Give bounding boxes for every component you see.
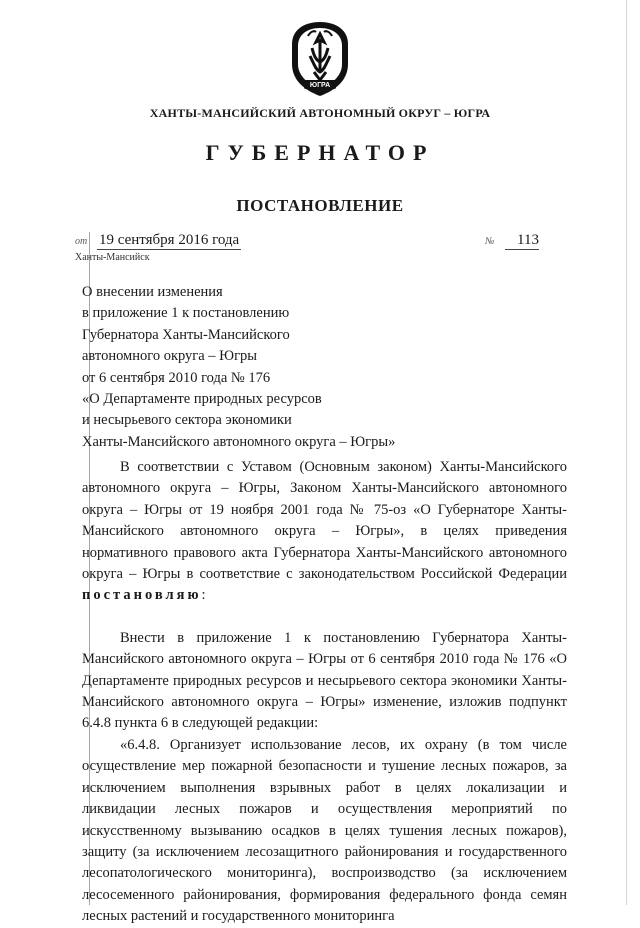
issue-city: Ханты-Мансийск xyxy=(75,252,150,263)
emblem-caption: ЮГРА xyxy=(309,82,331,89)
number-prefix: № xyxy=(485,236,495,247)
decree-keyword: постановляю xyxy=(82,587,202,604)
preamble-colon: : xyxy=(201,587,206,604)
title-line: Губернатора Ханты-Мансийского xyxy=(82,326,290,343)
document-date: 19 сентября 2016 года xyxy=(99,232,240,248)
preamble-text: В соответствии с Уставом (Основным законом) Ханты-Мансийского автономного округа – Югры, Законом Ханты-Мансийского автономного округа – Югры от 19 ноября 2001 года № 75-оз «О Губернаторе Ханты-Мансийского автономного округа – Югры», в целях приведения нормативного правового акта Губернатора Ханты-Мансийского автономного округа – Югры в соответствие с законодательством Российской Федерации xyxy=(82,459,567,583)
title-line: в приложение 1 к постановлению xyxy=(82,305,290,322)
region-name: ХАНТЫ-МАНСИЙСКИЙ АВТОНОМНЫЙ ОКРУГ – ЮГРА xyxy=(149,106,491,120)
document-type-heading: ПОСТАНОВЛЕНИЕ xyxy=(236,196,404,215)
authority-heading: ГУБЕРНАТОР xyxy=(205,140,435,165)
preamble-paragraph xyxy=(82,457,567,607)
document-number: 113 xyxy=(505,232,539,250)
title-line: и несырьевого сектора экономики xyxy=(82,412,292,429)
amended-text-paragraph: «6.4.8. Организует использование лесов, их охрану (в том числе осуществление мер пожарной безопасности и тушение лесных пожаров, за исключением выполнения взрывных работ в целях локализации и ликвидации лесных пожаров и осуществления мероприятий по искусственному вызыванию осадков в целях тушения лесных пожаров), защиту (за исключением лесозащитного районирования и государственного лесопатологического мониторинга), воспроизводство (за исключением лесосеменного районирования, формирования федерального фонда семян лесных растений и государственного мониторинга xyxy=(82,736,567,925)
title-line: автономного округа – Югры xyxy=(82,348,258,365)
document-title xyxy=(82,282,482,453)
date-number-row xyxy=(75,232,565,252)
title-line: от 6 сентября 2010 года № 176 xyxy=(82,369,271,386)
scan-edge-line xyxy=(626,0,627,905)
title-line: Ханты-Мансийского автономного округа – Югры» xyxy=(82,433,396,450)
title-line: «О Департаменте природных ресурсов xyxy=(82,391,322,408)
date-prefix: от xyxy=(75,236,88,247)
coat-of-arms-icon xyxy=(286,20,354,98)
document-body xyxy=(82,457,567,928)
title-line: О внесении изменения xyxy=(82,284,223,300)
amendment-paragraph: Внести в приложение 1 к постановлению Губернатора Ханты-Мансийского автономного округа – Югры от 6 сентября 2010 года № 176 «О Департаменте природных ресурсов и несырьевого сектора экономики Ханты-Мансийского автономного округа – Югры» изменение, изложив подпункт 6.4.8 пункта 6 в следующей редакции: xyxy=(82,629,567,732)
